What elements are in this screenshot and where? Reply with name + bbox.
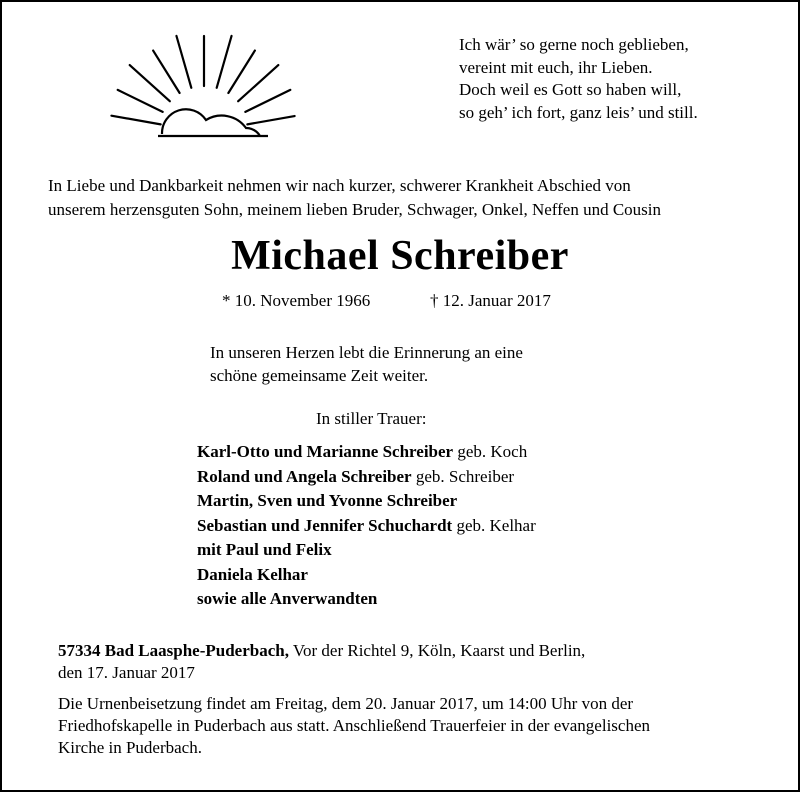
- mourner-entry: [197, 489, 536, 514]
- address-place: 57334 Bad Laasphe-Puderbach,: [58, 641, 289, 660]
- address-date: den 17. Januar 2017: [58, 663, 195, 682]
- mourners-list: [197, 440, 536, 612]
- birth-date: * 10. November 1966: [222, 291, 371, 310]
- intro-line: In Liebe und Dankbarkeit nehmen wir nach kurzer, schwerer Krankheit Abschied von: [48, 176, 631, 195]
- mourner-entry: [197, 514, 536, 539]
- intro-text: [48, 174, 661, 222]
- mourner-suffix: geb. Schreiber: [411, 466, 515, 486]
- mourner-entry: [197, 587, 536, 612]
- mourner-name: Martin, Sven und Yvonne Schreiber: [197, 491, 458, 510]
- address-line: [58, 640, 585, 662]
- sun-ray: [130, 65, 170, 101]
- poem-line: Doch weil es Gott so haben will,: [459, 80, 682, 99]
- mourner-suffix: geb. Koch: [453, 442, 528, 461]
- poem-line: Ich wär’ so gerne noch geblieben,: [459, 35, 689, 54]
- mourner-entry: [197, 563, 536, 588]
- deceased-name: Michael Schreiber: [231, 233, 569, 279]
- mourner-name: Sebastian und Jennifer Schuchardt: [197, 515, 453, 535]
- poem-line: vereint mit euch, ihr Lieben.: [459, 57, 653, 77]
- sun-ray: [228, 51, 254, 93]
- intro-line: unserem herzensguten Sohn, meinem lieben Bruder, Schwager, Onkel, Neffen und Cousin: [48, 200, 662, 219]
- mourner-suffix: geb. Kelhar: [452, 515, 536, 535]
- memory-line: In unseren Herzen lebt die Erinnerung an eine: [210, 343, 523, 362]
- sun-ray: [247, 116, 294, 124]
- sun-ray: [118, 90, 163, 112]
- sun-ray: [153, 51, 179, 93]
- mourning-heading: In stiller Trauer:: [316, 409, 427, 428]
- mourner-name: Daniela Kelhar: [197, 564, 308, 584]
- sun-ray: [111, 116, 160, 125]
- memory-line: schöne gemeinsame Zeit weiter.: [210, 366, 429, 385]
- funeral-line: Kirche in Puderbach.: [58, 738, 202, 757]
- sun-ray: [245, 90, 290, 112]
- mourner-name: Karl-Otto und Marianne Schreiber: [197, 442, 454, 461]
- poem-line: so geh’ ich fort, ganz leis’ und still.: [459, 102, 698, 122]
- mourner-name: sowie alle Anverwandten: [197, 589, 378, 608]
- address-rest: Vor der Richtel 9, Köln, Kaarst und Berlin,: [288, 641, 586, 660]
- sun-ray: [217, 36, 232, 88]
- memory-text: [210, 341, 523, 387]
- funeral-line: Die Urnenbeisetzung findet am Freitag, dem 20. Januar 2017, um 14:00 Uhr von der: [58, 694, 634, 713]
- sun-ray: [176, 36, 191, 88]
- funeral-line: Friedhofskapelle in Puderbach aus statt. Anschließend Trauerfeier in der evangelischen: [58, 716, 650, 735]
- mourner-entry: [197, 465, 536, 490]
- death-date: † 12. Januar 2017: [430, 291, 551, 310]
- mourner-name: mit Paul und Felix: [197, 540, 332, 559]
- mourner-name: Roland und Angela Schreiber: [197, 466, 412, 486]
- poem: [459, 34, 698, 124]
- address-block: [58, 640, 585, 684]
- mourner-entry: [197, 440, 536, 465]
- rising-sun-over-clouds-icon: [100, 28, 310, 148]
- mourner-entry: [197, 538, 536, 563]
- sun-ray: [238, 65, 278, 101]
- funeral-info: [58, 693, 650, 759]
